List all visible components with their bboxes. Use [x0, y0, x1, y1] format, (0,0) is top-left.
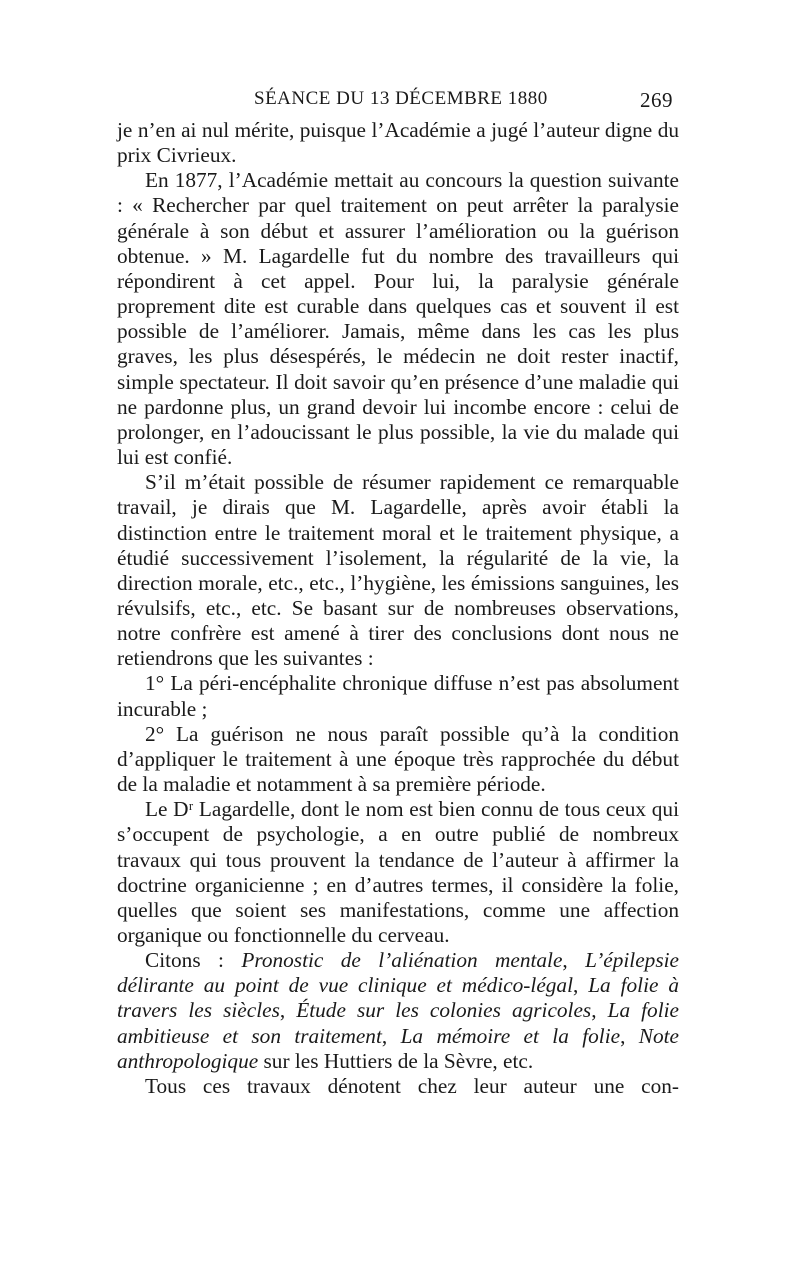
book-title: L’épilepsie délirante au point de vue clinique et médico-légal: [117, 948, 679, 998]
text-run: ,: [562, 948, 586, 973]
paragraph: [117, 797, 679, 948]
book-title: La folie à travers les siècles: [117, 973, 679, 1023]
text-run: ,: [620, 1023, 639, 1048]
text-run: ,: [279, 998, 297, 1023]
book-page: [117, 88, 679, 1099]
text-run: je n’en ai nul mérite, puisque l’Académie a jugé l’auteur digne du prix Civrieux.: [117, 118, 679, 168]
paragraph: [117, 118, 679, 168]
running-head: [117, 88, 679, 118]
book-title: La mémoire et la folie: [400, 1023, 621, 1048]
text-run: 1° La péri-encéphalite chronique diffuse n’est pas absolument incurable ;: [117, 671, 679, 721]
text-run: ,: [572, 973, 589, 998]
paragraph: [117, 168, 679, 470]
text-run: Le Dʳ Lagardelle, dont le nom est bien connu de tous ceux qui s’occupent de psychologie, a en outre publié de nombreux travaux qui tous prouvent la tendance de l’auteur à affirmer la doctrine organicienne ; en d’autres termes, il considère la folie, quelles que soient ses manifestations, comme une affection organique ou fonctionnelle du cerveau.: [117, 797, 679, 947]
text-run: ,: [381, 1023, 401, 1048]
text-run: Tous ces travaux dénotent chez leur auteur une con-: [145, 1073, 679, 1098]
book-title: La folie ambitieuse et son traitement: [117, 998, 679, 1048]
book-title: Étude sur les colonies agricoles: [296, 998, 592, 1023]
paragraph: [117, 1074, 679, 1099]
text-run: 2° La guérison ne nous paraît possible qu’à la condition d’appliquer le traitement à une époque très rapprochée du début de la maladie et notamment à sa première période.: [117, 721, 679, 797]
paragraph-citations: [117, 948, 679, 1074]
text-run: ,: [591, 998, 608, 1023]
text-run: En 1877, l’Académie mettait au concours la question suivante : « Rechercher par quel traitement on peut arrêter la paralysie générale à son début et assurer l’amélioration ou la guérison obtenue. » M. Lagardelle fut du nombre des travailleurs qui répondirent à cet appel. Pour lui, la paralysie générale proprement dite est curable dans quelques cas et souvent il est possible de l’améliorer. Jamais, même dans les cas les plus graves, les plus désespérés, le médecin ne doit rester inactif, simple spectateur. Il doit savoir qu’en présence d’une maladie qui ne pardonne plus, un grand devoir lui incombe encore : celui de prolonger, en l’adoucissant le plus possible, la vie du malade qui lui est confié.: [117, 168, 679, 470]
text-run: Citons :: [145, 948, 242, 973]
paragraph: [117, 722, 679, 797]
text-run: S’il m’était possible de résumer rapidement ce remarquable travail, je dirais que M. Lagardelle, après avoir établi la distinction entre le traitement moral et le traitement physique, a étudié successivement l’isolement, la régularité de la vie, la direction morale, etc., etc., l’hygiène, les émissions sanguines, les révulsifs, etc., etc. Se basant sur de nombreuses observations, notre confrère est amené à tirer des conclusions dont nous ne retiendrons que les suivantes :: [117, 470, 679, 671]
page-number: 269: [640, 88, 673, 112]
text-run: sur les Huttiers de la Sèvre, etc.: [258, 1048, 534, 1073]
book-title: Note anthropologique: [117, 1023, 680, 1073]
running-title: SÉANCE DU 13 DÉCEMBRE 1880: [254, 88, 548, 109]
paragraph: [117, 470, 679, 671]
book-title: Pronostic de l’aliénation mentale: [241, 948, 563, 973]
body-text: [117, 118, 679, 1099]
paragraph: [117, 671, 679, 721]
